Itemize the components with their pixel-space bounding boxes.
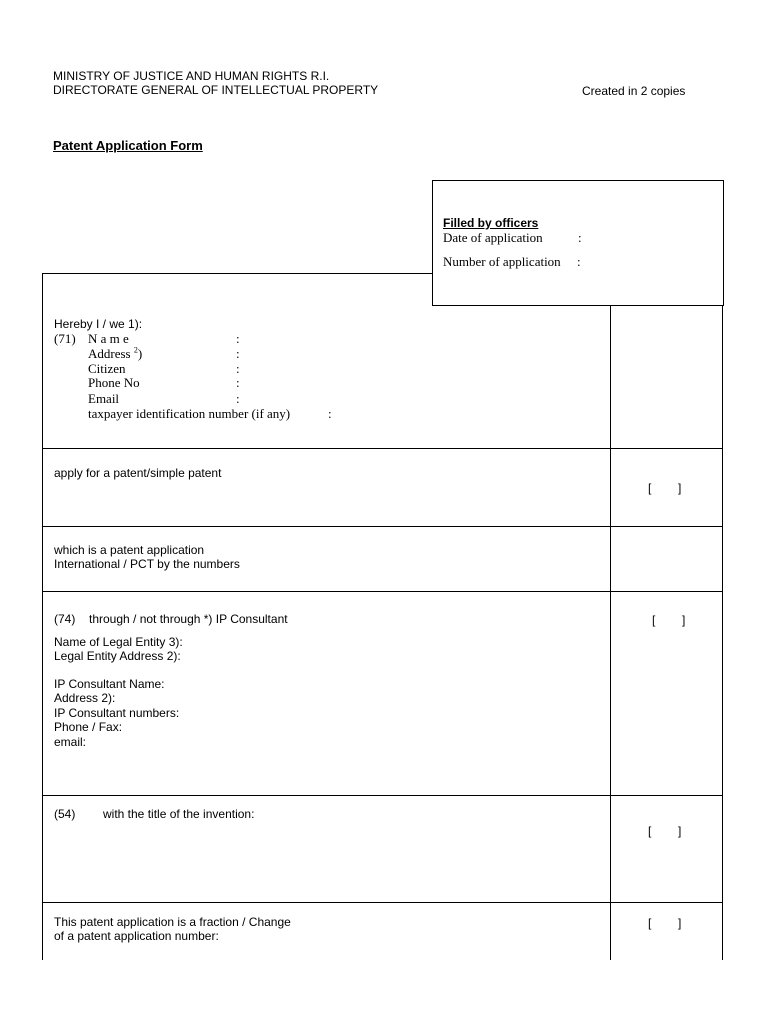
ip-consultant-name-label: IP Consultant Name: [54,677,165,691]
citizen-colon: : [236,361,240,376]
consultant-checkbox[interactable]: [ ] [652,613,686,627]
citizen-label: Citizen [88,361,126,376]
address-colon: : [236,346,240,361]
consultant-email-label: email: [54,735,87,749]
pct-line-2: International / PCT by the numbers [54,557,240,571]
phone-label: Phone No [88,375,140,390]
invention-checkbox[interactable]: [ ] [648,824,682,838]
name-colon: : [236,331,240,346]
email-colon: : [236,391,240,406]
ministry-heading: MINISTRY OF JUSTICE AND HUMAN RIGHTS R.I. [53,69,330,83]
name-label: N a m e [88,331,129,346]
applicant-code: (71) [54,331,76,346]
legal-entity-name-label: Name of Legal Entity 3): [54,635,183,649]
copies-note: Created in 2 copies [582,84,686,98]
ip-consultant-numbers-label: IP Consultant numbers: [54,706,180,720]
invention-code: (54) [54,807,76,821]
legal-entity-address-label: Legal Entity Address 2): [54,649,181,663]
officers-heading: Filled by officers [443,216,539,230]
fraction-line-1: This patent application is a fraction / Change [54,915,291,929]
fraction-line-2: of a patent application number: [54,929,219,943]
address-footnote: 2 [133,345,138,355]
form-title: Patent Application Form [53,138,203,153]
consultant-code: (74) [54,612,76,626]
apply-patent-text: apply for a patent/simple patent [54,466,222,480]
apply-patent-checkbox[interactable]: [ ] [648,481,682,495]
phone-colon: : [236,375,240,390]
fraction-checkbox[interactable]: [ ] [648,916,682,930]
taxpayer-label: taxpayer identification number (if any) [88,406,291,421]
number-of-application-colon: : [577,254,581,269]
taxpayer-colon: : [328,406,332,421]
invention-title-label: with the title of the invention: [103,807,255,821]
pct-line-1: which is a patent application [54,543,205,557]
date-of-application-label: Date of application [443,230,543,245]
directorate-heading: DIRECTORATE GENERAL OF INTELLECTUAL PROPERTY [53,83,379,97]
consultant-address-label: Address 2): [54,691,116,705]
email-label: Email [88,391,120,406]
number-of-application-label: Number of application [443,254,561,269]
address-label: Address $^2$) [88,345,143,361]
date-of-application-colon: : [578,230,582,245]
applicant-intro: Hereby I / we 1): [54,317,143,331]
consultant-title: through / not through *) IP Consultant [89,612,288,626]
phone-fax-label: Phone / Fax: [54,720,123,734]
